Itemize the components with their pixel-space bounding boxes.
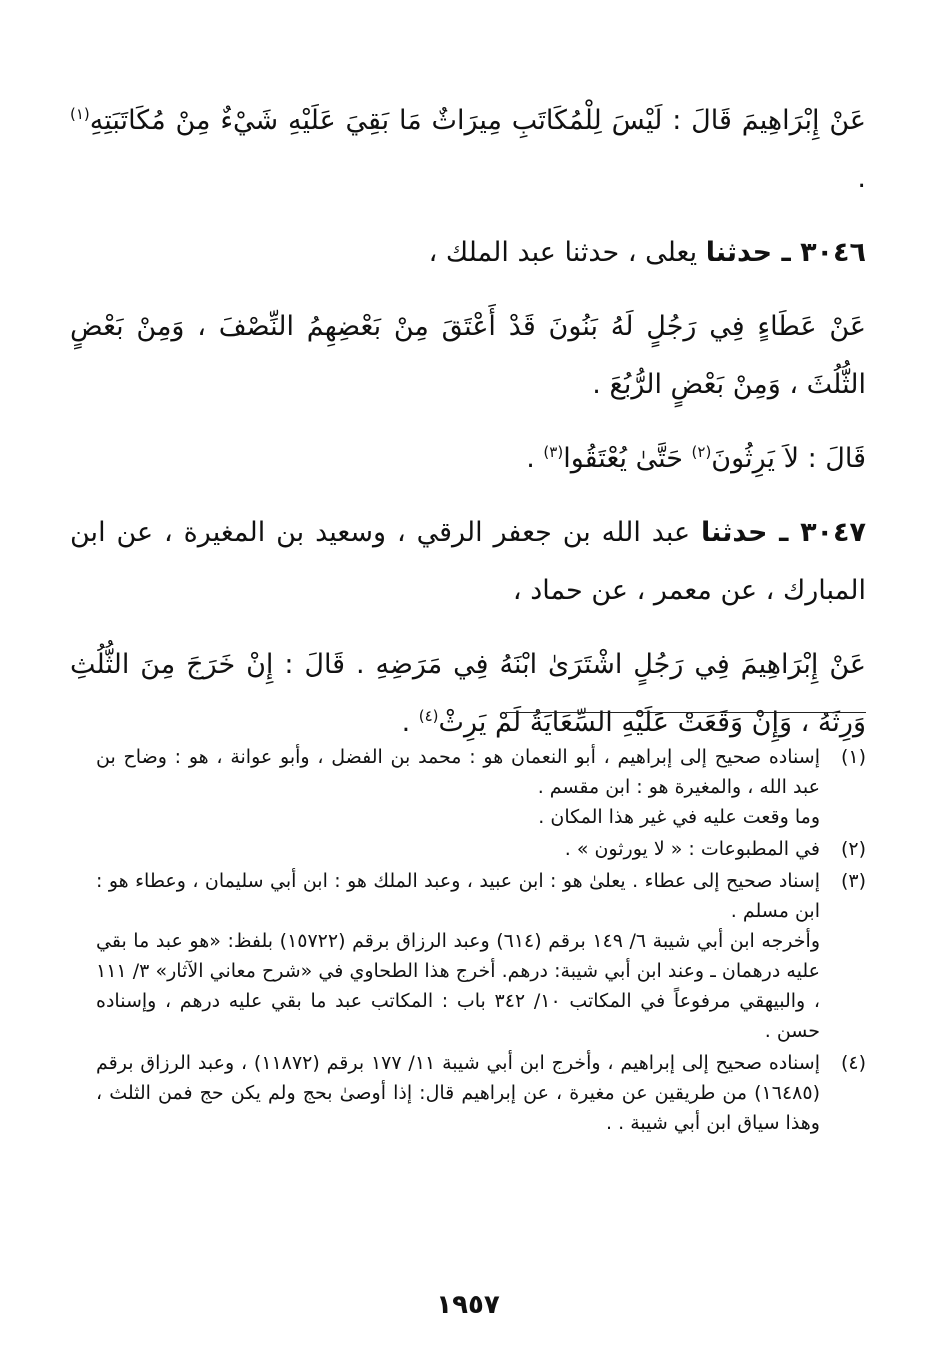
footnote-text xyxy=(96,834,820,864)
paragraph-text-part1: قَالَ : لاَ يَرِثُونَ xyxy=(711,443,866,474)
hadith-3047-chain xyxy=(70,504,866,620)
paragraph-text: عَنْ إِبْرَاهِيمَ قَالَ : لَيْسَ لِلْمُكَاتَبِ مِيرَاثٌ مَا بَقِيَ عَلَيْهِ شَيْءٌ مِنْ مُكَاتَبَتِهِ xyxy=(89,105,866,136)
footnote-4 xyxy=(96,1048,866,1138)
footnote-line: إسناد صحيح إلى عطاء . يعلىٰ هو : ابن عبيد ، وعبد الملك هو : ابن أبي سليمان ، وعطاء هو : ابن مسلم . xyxy=(96,870,820,922)
footnote-ref-2: (٢) xyxy=(691,443,712,461)
paragraph-end: . xyxy=(857,163,866,194)
footnote-line: إسناده صحيح إلى إبراهيم ، وأخرج ابن أبي شيبة ١١/ ١٧٧ برقم (١١٨٧٢) ، وعبد الرزاق برقم (١٦٤٨٥) من طريقين عن مغيرة ، عن إبراهيم قال: إذا أوصىٰ بحج ولم يكن حج فمن الثلث ، وهذا سياق ابن أبي شيبة . . xyxy=(96,1052,820,1134)
footnote-line: وما وقعت عليه في غير هذا المكان . xyxy=(538,806,820,828)
footnote-2 xyxy=(96,834,866,864)
footnote-3 xyxy=(96,866,866,1046)
footnote-text xyxy=(96,866,820,1046)
paragraph-ata xyxy=(70,298,866,414)
paragraph-end: . xyxy=(401,707,419,738)
footnote-text xyxy=(96,742,820,832)
paragraph-ibrahim-son xyxy=(70,636,866,752)
footnote-1 xyxy=(96,742,866,832)
footnotes xyxy=(96,742,866,1140)
hadith-number-3046: ٣٠٤٦ ـ حدثنا xyxy=(705,237,866,268)
footnote-divider xyxy=(506,712,866,713)
footnote-number: (٢) xyxy=(840,838,866,860)
paragraph-text: عَنْ عَطَاءٍ فِي رَجُلٍ لَهُ بَنُونَ قَدْ أَعْتَقَ مِنْ بَعْضِهِمُ النِّصْفَ ، وَمِنْ بَعْضٍ الثُّلُثَ ، وَمِنْ بَعْضٍ الرُّبُعَ . xyxy=(70,311,866,400)
footnote-line: وأخرجه ابن أبي شيبة ٦/ ١٤٩ برقم (٦١٤) وعبد الرزاق برقم (١٥٧٢٢) بلفظ: «هو عبد ما بقي عليه درهمان ـ وعند ابن أبي شيبة: درهم. أخرج هذا الطحاوي في «شرح معاني الآثار» ٣/ ١١١ ، والبيهقي مرفوعاً في المكاتب ١٠/ ٣٤٢ باب : المكاتب عبد ما بقي عليه درهم ، وإسناده حسن . xyxy=(96,930,820,1042)
hadith-chain-text: يعلى ، حدثنا عبد الملك ، xyxy=(428,237,706,268)
footnote-line: إسناده صحيح إلى إبراهيم ، أبو النعمان هو : محمد بن الفضل ، وأبو عوانة ، هو : وضاح بن عبد الله ، والمغيرة هو : ابن مقسم . xyxy=(96,746,820,798)
paragraph-end: . xyxy=(526,443,544,474)
page-number: ١٩٥٧ xyxy=(436,1290,500,1320)
footnote-number: (١) xyxy=(840,746,866,768)
paragraph-text: عَنْ إِبْرَاهِيمَ فِي رَجُلٍ اشْتَرَىٰ ابْنَهُ فِي مَرَضِهِ . قَالَ : إِنْ خَرَجَ مِنَ الثُّلُثِ وَرِثَهُ ، وَإِنْ وَقَعَتْ عَلَيْهِ السِّعَايَةُ لَمْ يَرِثْ xyxy=(70,649,866,738)
footnote-ref-4: (٤) xyxy=(418,707,439,725)
footnote-line: في المطبوعات : « لا يورثون » . xyxy=(564,838,820,860)
hadith-3046-chain xyxy=(70,224,866,282)
hadith-chain-text: عبد الله بن جعفر الرقي ، وسعيد بن المغيرة ، عن ابن المبارك ، عن معمر ، عن حماد ، xyxy=(70,517,866,606)
footnote-text xyxy=(96,1048,820,1138)
footnote-number: (٣) xyxy=(840,870,866,892)
paragraph-qala xyxy=(70,430,866,488)
footnote-ref-1: (١) xyxy=(70,105,90,123)
paragraph-ibrahim-mukatab xyxy=(70,92,866,208)
hadith-number-3047: ٣٠٤٧ ـ حدثنا xyxy=(701,517,866,548)
footnote-ref-3: (٣) xyxy=(543,443,564,461)
main-text xyxy=(70,92,866,768)
footnote-number: (٤) xyxy=(840,1052,866,1074)
paragraph-text-part2: حَتَّىٰ يُعْتَقُوا xyxy=(563,443,692,474)
